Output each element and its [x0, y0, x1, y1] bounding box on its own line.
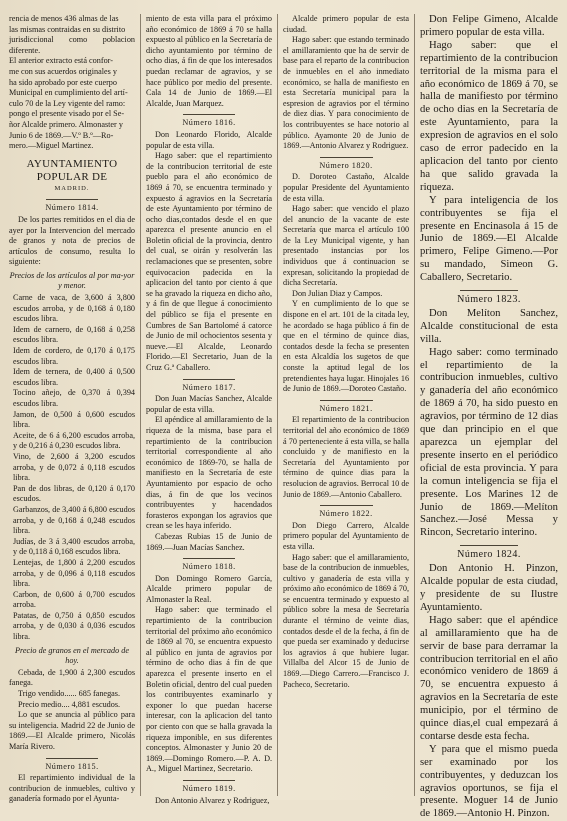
intro-line: Municipal en cumplimiento del artí- — [9, 88, 128, 98]
intro-line: Junio 6 de 1869.—V.º B.º—Ro- — [9, 130, 114, 140]
price-line: Judías, de 3 á 3,400 escudos arroba, y de 0,118 á 0,168 escudos libra. — [13, 536, 136, 557]
notice-1820-text — [283, 172, 409, 394]
notice-number-1815: Número 1815. — [45, 761, 99, 771]
column-3 — [278, 14, 415, 796]
divider — [183, 379, 236, 380]
paragraph: Hago saber: que terminado el repartimiento de la contribucion territorial del próximo año económico de 1869 al 70, se encuentra expuesto al público en junta de agravios por término de ocho dias á fin de que aparezca el presente inserto en el Boletin oficial, dentro del cual pueden los contribuyentes examinarlo y exponer lo que puedan hacerse interesar, con la aplicacion del tanto por ciento con que se halla gravada la riqueza imponible, en sus diferentes conceptos. Almonaster y Junio 20 de 1869.—Domingo Romero.—P. A. D. A., Miguel Martinez, Secretario. — [146, 605, 273, 774]
paragraph: D. Doroteo Castaño, Alcalde popular Presidente del Ayuntamiento de esta villa. — [283, 172, 410, 203]
price-line: Carne de vaca, de 3,600 á 3,800 escudos arroba, y de 0,168 á 0,180 escudos libra. — [13, 293, 136, 324]
notice-number-1822: Número 1822. — [319, 509, 373, 519]
notice-1814-text: De los partes remitidos en el dia de ayer por la Intervencion del mercado de granos y nota de precios de artículos de consumo, resulta lo siguiente: — [9, 214, 136, 267]
paragraph: Cabezas Rubias 15 de Junio de 1869.—Juan Macías Sanchez. — [146, 531, 273, 552]
divider — [320, 157, 373, 158]
price-line: Idem de cordero, de 0,170 á 0,175 escudos libra. — [13, 346, 136, 366]
intro-line: las mismas contraidas en su distrito — [9, 24, 126, 34]
intro-line: rencia de menos 436 almas de las — [9, 14, 119, 23]
intro-line: jurisdiccional como poblacion diferente. — [9, 35, 136, 55]
paragraph: Don Leonardo Florido, Alcalde popular de esta villa. — [146, 129, 273, 150]
notice-1822-text — [283, 521, 409, 691]
price-line: Vino, de 2,600 á 3,200 escudos arroba, y de 0,072 á 0,118 escudos libra. — [13, 451, 136, 483]
price-line: Idem de carnero, de 0,168 á 0,258 escudos libra. — [13, 324, 136, 345]
divider — [320, 505, 373, 506]
price-line: Carbon, de 0,600 á 0,700 escudos arroba. — [13, 589, 136, 610]
section-consumo-heading: Precios de los artículos al por ma-yor y menor. — [9, 270, 135, 291]
notice-number-1814: Número 1814. — [45, 203, 99, 213]
notice-1819-continued — [283, 14, 409, 152]
paragraph: Don Diego Carrero, Alcalde primero popular del Ayuntamiento de esta villa. — [283, 520, 410, 551]
notice-number-1818: Número 1818. — [182, 562, 236, 572]
notice-number-1816: Número 1816. — [182, 118, 236, 128]
divider — [183, 114, 236, 115]
price-line: Pan de dos libras, de 0,120 á 0,170 escudos. — [13, 483, 136, 504]
paragraph: Hago saber: que vencido el plazo del anuncio de la vacante de este Secretaría que marca el artículo 100 de la Ley Municipal vigente, y han presentado instancias por los individuos que á continuacion se expresan, solicitando la propiedad de dicha Secretaría. — [283, 204, 410, 288]
paragraph: Hago saber: que el repartimiento de la contribucion territorial de este pueblo para el año económico de 1869 á 70, se encuentra terminado y expuesto á agravios en la Secretaría de este Ayuntamiento por término de ocho dias,contados desde el en que aparezca el presente anuncio en el Boletin oficial de la provincia, dentro del cual, se oirán y resolverán las reclamaciones que se presenten, sobre equivocacion padecida en la aplicacion del tanto por ciento á que se ha gravado la riqueza en dicho año, y á fin de que llegue á conocimiento del público se fija el presente en Cumbres de San Bartolomé á catorce de Junio de mil ochocientos sesenta y nueve.—El Alcalde, Leonardo Florido.—El Secretario, Juan de la Cruz G.ª Caballero. — [146, 151, 273, 372]
column-4 — [415, 14, 563, 820]
granos-line: Precio medio.... 4,881 escudos. — [18, 699, 121, 709]
paragraph: El repartimiento de la contribucion territorial del año económico de 1869 á 70 perteneciente á esta villa, se halla concluido y de manifiesto en la Secretaría del Ayuntamiento por término de quince dias para la resolucion de agravios. Berrocal 10 de Junio de 1869.—Antonio Caballero. — [283, 415, 410, 499]
notice-number-1817: Número 1817. — [182, 382, 236, 392]
paragraph: Hago saber: que estando terminado el amillaramiento que ha de servir de base para el reparto de la contribucion de inmuebles en el año inmediato económico, se halla de manifiesto en esta Secretaría municipal para la espresion de agravios por el término de diez dias. Y para conocimiento de los contribuyentes se hace notorio al público. Ayamonte 20 de Junio de 1869.—Antonio Alvarez y Rodriguez. — [283, 35, 410, 151]
notice-1819-text: Don Antonio Alvarez y Rodriguez, — [155, 795, 270, 805]
divider — [460, 545, 518, 546]
granos-line: Lo que se anuncia al público para su inteligencia. Madrid 22 de Junio de 1869.—El Alcalde primero, Nicolás María Rivero. — [9, 710, 136, 751]
notice-1824-text — [420, 563, 558, 821]
price-list-consumo — [9, 293, 135, 643]
section-granos-heading: Precio de granos en el mercado de hoy. — [15, 645, 129, 666]
paragraph: Don Felipe Gimeno, Alcalde primero popular de esta villa. — [420, 14, 558, 38]
paragraph: Y para que el mismo pueda ser examinado por los contribuyentes, y deduzcan los agravios oportunos, se fija el presente. Moguer 14 de Junio de 1869.—Antonio H. Pinzon. — [420, 743, 558, 820]
price-line: Idem de ternera, de 0,400 á 0,500 escudos libra. — [13, 367, 136, 387]
column-1 — [4, 14, 141, 804]
paragraph: Don Domingo Romero García, Alcalde primero popular de Almonaster la Real. — [146, 573, 273, 604]
price-line: Lentejas, de 1,800 á 2,200 escudos arroba, y de 0,096 á 0,118 escudos libra. — [13, 557, 136, 589]
ayuntamiento-subheading: MADRID. — [54, 184, 90, 192]
intro-line: ñor Alcalde primero. Almonaster y — [9, 119, 123, 129]
intro-line: pongo el presente visado por el Se- — [9, 109, 125, 119]
ayuntamiento-heading: AYUNTAMIENTO POPULAR DE — [26, 157, 118, 183]
notice-1817-text — [146, 394, 272, 553]
paragraph: Don Antonio H. Pinzon, Alcalde popular de esta ciudad, y presidente de su Ilustre Ayuntamiento. — [420, 563, 558, 613]
paragraph: Y en cumplimiento de lo que se dispone en el art. 101 de la citada ley, he acordado se haga público á fin de que en el término de quince dias, contados desde la fecha se presenten en esta Alcaldía los sugetos de que conste la aptitud legal de los pretendientes haya lugar. Hinojales 16 de Junio de 1869.—Doroteo Castaño. — [283, 299, 410, 394]
notice-1815-continued: miento de esta villa para el próximo año económico de 1869 á 70 se halla expuesto al público en la Secretaría de dicho ayuntamiento por término de ocho dias, á fin de que los interesados puedan reclamar de agravios, y se hace público por medio del presente. Cala 14 de Junio de 1869.—El Alcalde, Juan Marquez. — [146, 14, 273, 108]
divider — [183, 780, 236, 781]
notice-number-1823: Número 1823. — [457, 294, 521, 306]
notice-number-1820: Número 1820. — [319, 160, 373, 170]
paragraph: Hago saber: como terminado el repartimiento de la contribucion inmuebles, cultivo y ganadería del año económico de 1869 á 70, ha sido puesto en agravios, por término de 12 dias que dan principio en el que aparezca un ejemplar del presente inserto en el periódico oficial de esta provincia. Y para la comun inteligencia se fija el presente. Los Marines 12 de Junio de 1869.—Melíton Sanchez.—José Messa y Rincon, Secretario interino. — [420, 346, 558, 539]
price-line: Tocino añejo, de 0,370 á 0,394 escudos libra. — [13, 388, 136, 408]
price-line: Aceite, de 6 á 6,200 escudos arroba, y de 0,216 á 0,230 escudos libra. — [13, 430, 136, 451]
notice-number-1824: Número 1824. — [457, 549, 521, 561]
notice-1815-text: El repartimiento individual de la contribucion de inmuebles, cultivo y ganadería formado por el Ayunta- — [9, 773, 136, 804]
intro-line: ha sido aprobado por este cuerpo — [9, 77, 117, 87]
granos-line: Cebada, de 1,900 á 2,300 escudos fanega. — [9, 667, 136, 688]
granos-line: Trigo vendido...... 685 fanegas. — [18, 689, 121, 699]
notice-1816-text — [146, 130, 272, 374]
intro-text — [9, 14, 135, 152]
price-line: Garbanzos, de 3,400 á 6,800 escudos arroba, y de 0,168 á 0,248 escudos libra. — [13, 504, 136, 536]
notice-1823-text — [420, 308, 558, 540]
column-2 — [141, 14, 278, 805]
divider — [320, 400, 373, 401]
paragraph: El apéndice al amillaramiento de la riqueza de la misma, base para el repartimiento de la contribucion territorial correspondiente al año económico de 1869-70, se halla de manifiesto en la Secretaría de este Ayuntamiento por espacio de ocho dias, á fin de que los vecinos contribuyentes y hacendados forasteros expongan los agravios que crean se les haya inferido. — [146, 415, 273, 531]
paragraph: Hago saber: que el repartimiento de la contribucion territorial de la misma para el año económico de 1869 á 70, se halla de manifiesto por término de ocho dias en la Secretaría de este Ayuntamiento, para la expresion de agravios en el solo caso de error padecido en la aplicacion del tanto por ciento ha que salido gravada la riqueza. — [420, 39, 558, 193]
paragraph: Don Julian Diaz y Campos. — [292, 288, 383, 298]
notice-gimeno-text — [420, 14, 558, 285]
paragraph: Alcalde primero popular de esta ciudad. — [283, 14, 410, 34]
price-list-granos — [9, 668, 135, 753]
notice-1818-text — [146, 574, 272, 775]
divider — [183, 558, 236, 559]
notice-1821-text — [283, 415, 409, 500]
paragraph: Hago saber: que el apéndice al amillaramiento que ha de servir de base para derramar la contribucion territorial en el año económico venidero de 1869 á 70, se encuentra expuesto á agravios en la Secretaría de este municipio, por el término de quince dias,el cual empezará á contarse desde esta fecha. — [420, 614, 558, 742]
divider — [460, 290, 518, 291]
divider — [46, 199, 99, 200]
intro-line: El anterior extracto está confor- — [9, 56, 113, 66]
intro-line: mero.—Miguel Martinez. — [9, 141, 94, 151]
divider — [46, 758, 99, 759]
notice-number-1821: Número 1821. — [319, 403, 373, 413]
price-line: Jamon, de 0,500 á 0,600 escudos libra. — [13, 409, 136, 430]
paragraph: Don Juan Macías Sanchez, Alcalde popular de esta villa. — [146, 394, 273, 414]
paragraph: Hago saber: que el amillaramiento, base de la contribucion de inmuebles, cultivo y ganadería de esta villa y próximo año económico de 1869 á 70, se encuentra terminado y expuesto al público sobre la mesa de Secretaría durante el término de veinte dias, contados desde el de la fecha, á fin de que pueda ser examinado y deducirse los agravios á que hubiere lugar. Villalba del Alcor 15 de Junio de 1869.—Diego Carrero.—Francisco J. Pacheco, Secretario. — [283, 552, 410, 689]
intro-line: culo 70 de la Ley vigente del ramo: — [9, 98, 126, 108]
paragraph: Y para inteligencia de los contribuyentes se fija el presente en Encinasola á 15 de Junio de 1869.—El Alcalde primero, Felipe Gimeno.—Por su mandado, Simeon G. Caballero, Secretario. — [420, 194, 558, 284]
price-line: Patatas, de 0,750 á 0,850 escudos arroba, y de 0,030 á 0,036 escudos libra. — [13, 610, 136, 642]
paragraph: Don Melíton Sanchez, Alcalde constitucional de esta villa. — [420, 307, 558, 345]
intro-line: me con sus acuerdos originales y — [9, 66, 118, 76]
notice-number-1819: Número 1819. — [182, 783, 236, 793]
